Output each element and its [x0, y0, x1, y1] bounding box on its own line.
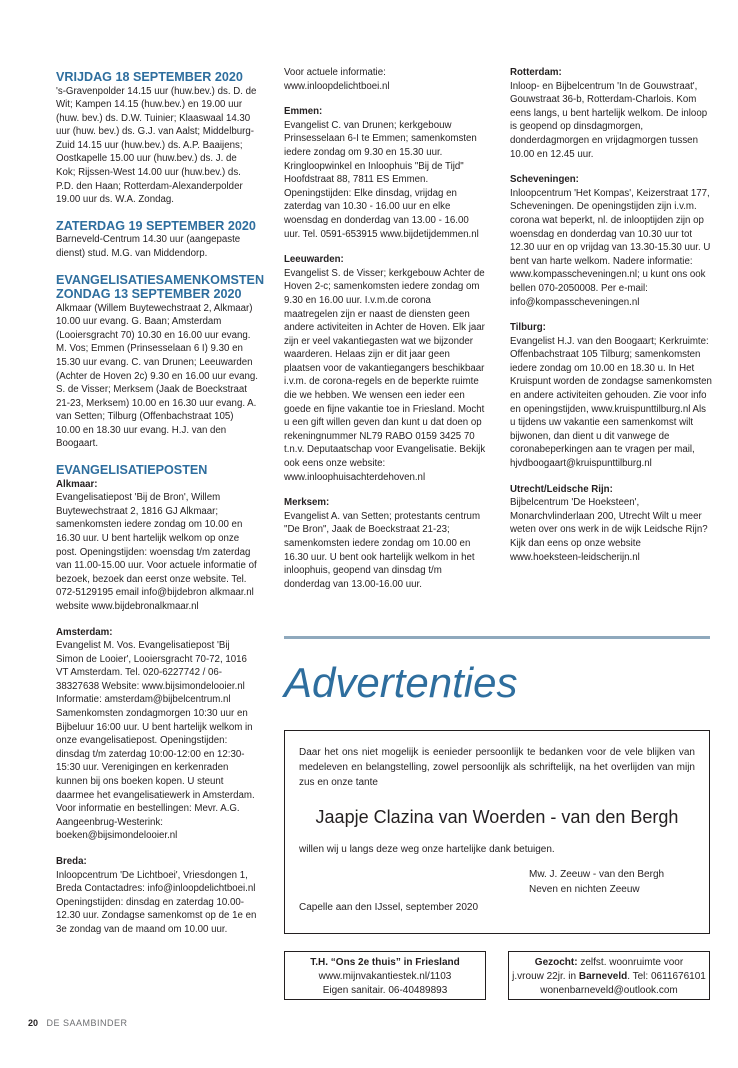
ad-right-line2	[509, 970, 709, 984]
section-divider	[284, 636, 710, 639]
ad-deceased-name: Jaapje Clazina van Woerden - van den Bergh	[315, 807, 679, 827]
ad-left-phone: Eigen sanitair. 06-40489893	[322, 985, 448, 996]
text-alkmaar: Evangelisatiepost 'Bij de Bron', Willem Buytewechstraat 2, 1816 GJ Alkmaar; samenkomsten iedere zondag om 10.00 en 16.30 uur. U bent hartelijk welkom op onze post. Openingstijden: woensdag t/m zaterdag van 11.00-15.00 uur. Voor actuele informatie of bezoek, bezoek dan eerst onze website. Tel. 072-5129195 email info@bijdebron alkmaar.nl website www.bijdebronalkmaar.nl	[56, 492, 257, 612]
text-evangelisatiesamenkomsten: Alkmaar (Willem Buytewechstraat 2, Alkmaar) 10.00 uur evang. G. Baan; Amsterdam (Looiersgracht 70) 10.30 en 16.00 uur evang. M. Vos; Emmen (Prinsesselaan 6 I) 9.30 en 15.30 uur evang. C. van Drunen; Leeuwarden (Achter de Hoven 2c) 9.30 en 16.00 uur evang. S. de Visser; Merksem (Jaak de Boeckstraat 21-23, Merksem) 10.00 en 16.30 uur evang. A. van Setten; Tilburg (Offenbachstraat 105) 10.00 en 18.30 uur evang. H.J. van den Boogaart.	[56, 302, 258, 450]
text-zaterdag: Barneveld-Centrum 14.30 uur (aangepaste dienst) stud. M.G. van Middendorp.	[56, 234, 241, 259]
ad-thank-you-notice	[284, 730, 710, 934]
ad-right-gezocht: Gezocht:	[534, 957, 578, 968]
city-tilburg: Tilburg:	[510, 322, 546, 334]
heading-vrijdag: VRIJDAG 18 SEPTEMBER 2020	[56, 70, 243, 84]
city-amsterdam: Amsterdam:	[56, 626, 113, 638]
city-utrecht: Utrecht/Leidsche Rijn:	[510, 483, 613, 495]
ad-gezocht-woonruimte	[508, 951, 710, 1000]
ad-right-email: wonenbarneveld@outlook.com	[540, 985, 678, 996]
advertenties-heading: Advertenties	[284, 659, 518, 706]
column-1	[56, 70, 265, 937]
text-scheveningen: Inloopcentrum 'Het Kompas', Keizerstraat 177, Scheveningen. De openingstijden zijn i.v.m. corona wat beperkt, nl. de inlooptijden zijn op woensdag en donderdag van 10.30 uur tot 12.30 uur en op vrijdag van 13.30-15.30 uur. U bent van harte welkom. Nadere informatie: www.kompasscheveningen.nl; u kunt ons ook bellen 070-2050008. Per e-mail: info@kompasscheveningen.nl	[510, 187, 711, 308]
text-utrecht: Bijbelcentrum 'De Hoeksteen', Monarchvlinderlaan 200, Utrecht Wilt u meer weten over ons werk in de wijk Leidsche Rijn? Kijk dan eens op onze website www.hoeksteen-leidscherijn.nl	[510, 497, 708, 563]
city-rotterdam: Rotterdam:	[510, 67, 562, 78]
city-alkmaar: Alkmaar:	[56, 478, 98, 490]
text-leeuwarden: Evangelist S. de Visser; kerkgebouw Achter de Hoven 2-c; samenkomsten iedere zondag om 9.30 en 16.00 uur. I.v.m.de corona maatregelen zijn er naast de diensten geen andere activiteiten in Achter de Hoven. Elk jaar zijn er veel vakantiegasten wat we bijzonder waarderen. Helaas zijn er dit jaar geen plaatsen voor de vakantiegangers beschikbaar i.v.m. de corona-regels en de beperkte ruimte die we hebben. We wensen een ieder een goede en fijne vakantie toe in Friesland. Mocht u een gift willen geven dan kunt u dat doen op rekeningnummer NL79 RABO 0159 3425 70 t.n.v. Deputaatschap voor Evangelisatie. Bekijk ook eens onze website: www.inloophuisachterdehoven.nl	[284, 267, 486, 483]
text-vrijdag: 's-Gravenpolder 14.15 uur (huw.bev.) ds. D. de Wit; Kampen 14.15 (huw.bev.) en 19.00 uur (huw. bev.) ds. D.W. Tuinier; Klaaswaal 14.30 uur (huw. bev.) ds. G.J. van Aalst; Middelburg-Zuid 14.15 uur (huw.bev.) ds. A.P. Baaijens; Oostkapelle 15.00 uur (huw.bev.) ds. J. de Kok; Rijssen-West 14.00 uur (huw.bev.) ds. P.D. den Haan; Rotterdam-Alexanderpolder 19.00 uur ds. W.A. Zondag.	[56, 85, 257, 206]
heading-evangelisatieposten: EVANGELISATIEPOSTEN	[56, 463, 208, 478]
ad-place-date: Capelle aan den IJssel, september 2020	[299, 902, 479, 913]
text-breda: Inloopcentrum 'De Lichtboei', Vriesdongen 1, Breda Contactadres: info@inloopdelichtboei.nl Openingstijden: dinsdag en zaterdag 10.00-12.30 uur. Zondagse samenkomst op de 1e en 3e zondag van de maand om 10.00 uur.	[56, 869, 257, 935]
city-breda: Breda:	[56, 856, 87, 867]
city-leeuwarden: Leeuwarden:	[284, 254, 344, 266]
ad-left-website: www.mijnvakantiestek.nl/1103	[318, 971, 452, 982]
heading-evangelisatiesamenkomsten: EVANGELISATIESAMENKOMSTEN	[56, 272, 265, 287]
text-merksem: Evangelist A. van Setten; protestants centrum "De Bron", Jaak de Boeckstraat 21-23; samenkomsten iedere zondag om 10.00 en 16.30 uur. U bent ook hartelijk welkom in het inloophuis, geopend van dinsdag t/m donderdag van 13.00-16.00 uur.	[284, 510, 481, 590]
page-number: 20	[28, 1018, 39, 1028]
heading-zondag: ZONDAG 13 SEPTEMBER 2020	[56, 287, 242, 302]
text-amsterdam: Evangelist M. Vos. Evangelisatiepost 'Bij Simon de Looier', Looiersgracht 70-72, 1016 VT Amsterdam. Tel. 020-6227742 / 06-38327638 Website: www.bijsimondelooier.nl Informatie: amsterdam@bijbelcentrum.nl Samenkomsten zondagmorgen 10:30 uur en Bijbeluur 16:00 uur. U bent hartelijk welkom in onze evangelisatiepost. Openingstijden: dinsdag t/m zaterdag 10:00-12:00 en 12:30-15:30 uur. Verenigingen en kerkenraden kunnen bij ons boeken kopen. U steunt daarmee het evangelisatiewerk in Amsterdam. Voor informatie en bestellingen: Mevr. A.G. Aangeenbrug-Westerink: boeken@bijsimondelooier.nl	[56, 640, 255, 842]
city-emmen: Emmen:	[284, 106, 323, 118]
ad-right-line1-rest: zelfst. woonruimte voor	[577, 957, 684, 968]
ad-right-line2-post: . Tel: 0611676101	[627, 971, 706, 982]
column-3	[510, 66, 712, 564]
column-2	[284, 66, 486, 591]
city-merksem: Merksem:	[284, 497, 330, 509]
text-breda-cont: Voor actuele informatie: www.inloopdelichtboei.nl	[284, 67, 390, 92]
ad-vakantie-friesland	[284, 951, 486, 1000]
text-tilburg: Evangelist H.J. van den Boogaart; Kerkruimte: Offenbachstraat 105 Tilburg; samenkomsten iedere zondag om 10.00 en 18.30 u. In Het Kruispunt worden de zondagse samenkomsten en andere activiteiten gehouden. Zie voor info en openingstijden, www.kruispunttilburg.nl Als u tijdens uw vakantie een samenkomst wilt bijwonen, dan dient u dit vanwege de coronabeperkingen aan te vragen per mail, hjvdboogaart@kruispunttilburg.nl	[510, 335, 712, 470]
page-footer	[28, 1018, 128, 1028]
ad-right-line1	[509, 956, 709, 970]
ad-thanks-text: willen wij u langs deze weg onze hartelijke dank betuigen.	[299, 844, 555, 855]
magazine-name: DE SAAMBINDER	[46, 1018, 128, 1028]
ad-right-barneveld: Barneveld	[578, 971, 628, 982]
ad-signature-2: Neven en nichten Zeeuw	[529, 884, 640, 895]
ad-left-title: T.H. “Ons 2e thuis” in Friesland	[310, 957, 460, 968]
heading-zaterdag: ZATERDAG 19 SEPTEMBER 2020	[56, 218, 256, 233]
ad-intro-text: Daar het ons niet mogelijk is eenieder persoonlijk te bedanken voor de vele blijken van medeleven en belangstelling, zowel persoonlijk als schriftelijk, na het overlijden van mijn zus en onze tante	[299, 747, 695, 788]
text-emmen: Evangelist C. van Drunen; kerkgebouw Prinsesselaan 6-I te Emmen; samenkomsten iedere zondag om 9.30 en 15.30 uur. Kringloopwinkel en Inloophuis "Bij de Tijd" Hoofdstraat 88, 7811 ES Emmen. Openingstijden: Elke dinsdag, vrijdag en zaterdag van 10.30 - 16.00 uur en elke woensdag en donderdag van 13.00 - 16.00 uur. Tel. 0591-653915 www.bijdetijdemmen.nl	[284, 119, 479, 240]
ad-right-line2-pre: j.vrouw 22jr. in	[512, 971, 579, 982]
text-rotterdam: Inloop- en Bijbelcentrum 'In de Gouwstraat', Gouwstraat 36-b, Rotterdam-Charlois. Kom eens langs, u bent hartelijk welkom. De inloop is geopend op dinsdagmorgen, donderdagmorgen en vrijdagmorgen tussen 10.00 en 12.45 uur.	[510, 80, 708, 160]
city-scheveningen: Scheveningen:	[510, 174, 579, 186]
ad-signature-1: Mw. J. Zeeuw - van den Bergh	[529, 869, 665, 880]
